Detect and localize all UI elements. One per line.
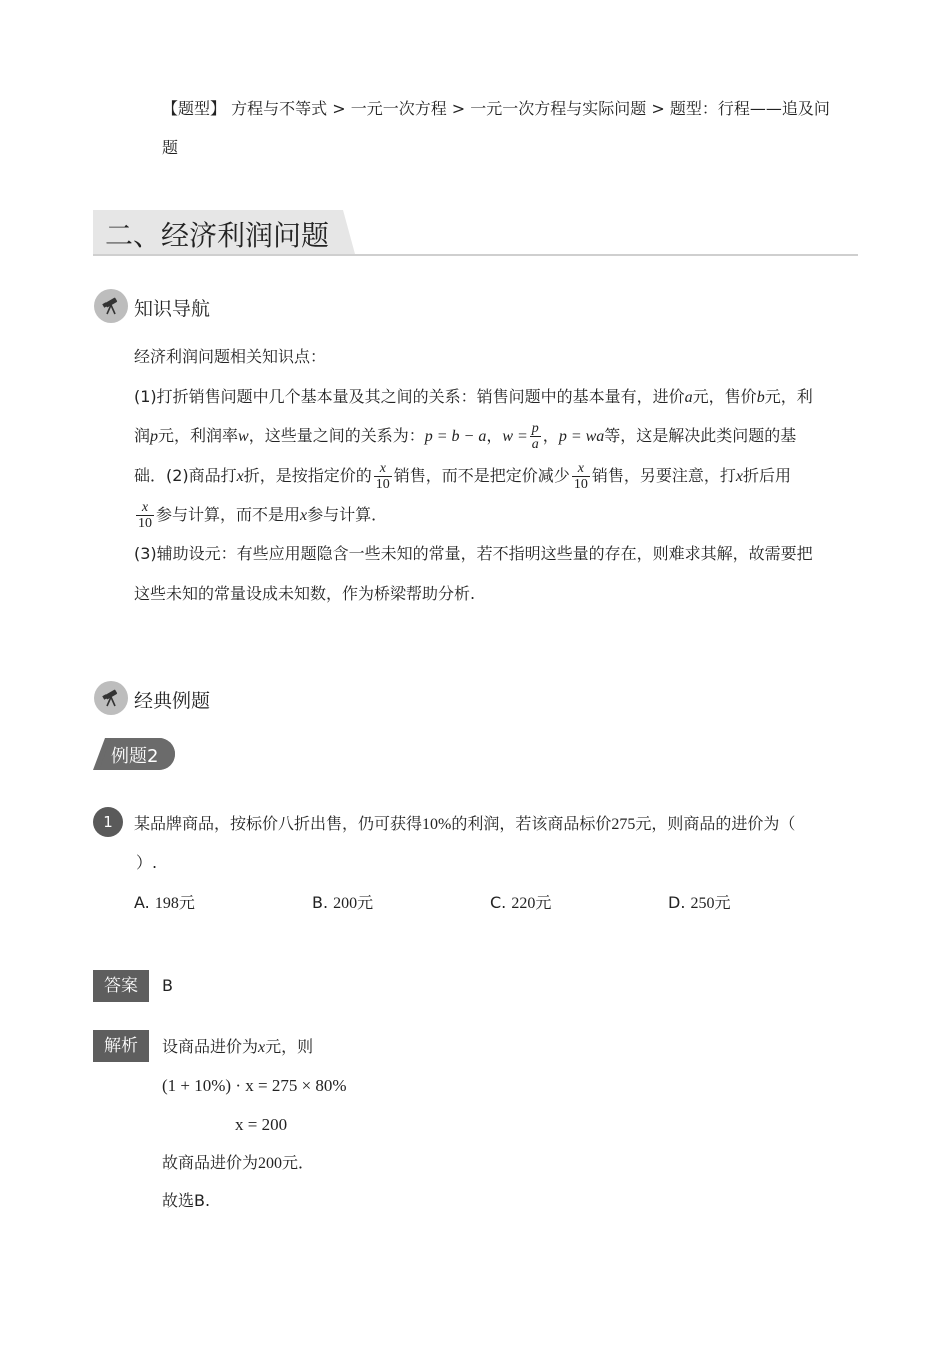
knowledge-line-3: 础．(2)商品打x折，是按指定价的 $\frac{x}{10}$ 销售，而不是把定价减少 $\frac{x}{10}$ 销售，另要注意，打x折后用 (134, 461, 791, 492)
question-text: 某品牌商品，按标价八折出售，仍可获得10%的利润，若该商品标价275元，则商品的进价为（ (134, 814, 796, 833)
breadcrumb-continued: 题 (162, 138, 179, 157)
knowledge-intro: 经济利润问题相关知识点： (134, 347, 327, 366)
example-tag (93, 738, 175, 770)
fraction-x-over-10: $\frac{x}{10}$ (375, 461, 390, 492)
analysis-equation-1: (1 + 10%) · x = 275 × 80% (162, 1076, 347, 1095)
breadcrumb-tag: 【题型】 (162, 99, 227, 118)
fraction-x-over-10: $\frac{x}{10}$ (138, 500, 152, 531)
section-title: 二、经济利润问题 (105, 219, 330, 252)
analysis-line-4: 故商品进价为200元． (162, 1153, 315, 1172)
example-tag-label: 例题2 (111, 746, 159, 767)
knowledge-line-5: (3)辅助设元：有些应用题隐含一些未知的常量，若不指明这些量的存在，则难求其解，故需要把 (134, 544, 813, 563)
question-number: 1 (93, 807, 123, 837)
knowledge-line-2: 润p元，利润率w，这些量之间的关系为：p = b − a，w = $\frac{p}{a}$ ，p = wa等，这是解决此类问题的基 (134, 421, 797, 452)
option-c[interactable]: C. 220元 (490, 893, 552, 912)
section-header (93, 210, 858, 256)
fraction-p-over-a: $\frac{p}{a}$ (531, 421, 539, 452)
breadcrumb (162, 89, 830, 128)
knowledge-line-4: $\frac{x}{10}$ 参与计算，而不是用x参与计算． (138, 500, 388, 531)
telescope-icon (94, 289, 128, 323)
telescope-icon (94, 681, 128, 715)
knowledge-line-6: 这些未知的常量设成未知数，作为桥梁帮助分析. (134, 584, 476, 603)
analysis-label: 解析 (93, 1030, 149, 1062)
option-a[interactable]: A. 198元 (134, 893, 195, 912)
knowledge-line-1: (1)打折销售问题中几个基本量及其之间的关系：销售问题中的基本量有，进价a元，售价b元，利 (134, 387, 813, 406)
breadcrumb-path: 方程与不等式 > 一元一次方程 > 一元一次方程与实际问题 > 题型：行程——追及问 (231, 99, 830, 118)
fraction-x-over-10: $\frac{x}{10}$ (573, 461, 588, 492)
formula-profit: p = b − a (424, 428, 487, 445)
option-d[interactable]: D. 250元 (668, 893, 731, 912)
nav-title-knowledge: 知识导航 (134, 298, 211, 320)
question-text-end: ）. (136, 853, 158, 872)
analysis-line-5: 故选B. (162, 1191, 211, 1210)
analysis-line-1: 设商品进价为x元，则 (162, 1037, 314, 1056)
answer-value: B (162, 976, 173, 995)
answer-label: 答案 (93, 970, 149, 1002)
nav-title-examples: 经典例题 (134, 690, 211, 712)
option-b[interactable]: B. 200元 (312, 893, 374, 912)
section-divider (93, 254, 858, 256)
analysis-equation-2: x = 200 (235, 1115, 288, 1134)
